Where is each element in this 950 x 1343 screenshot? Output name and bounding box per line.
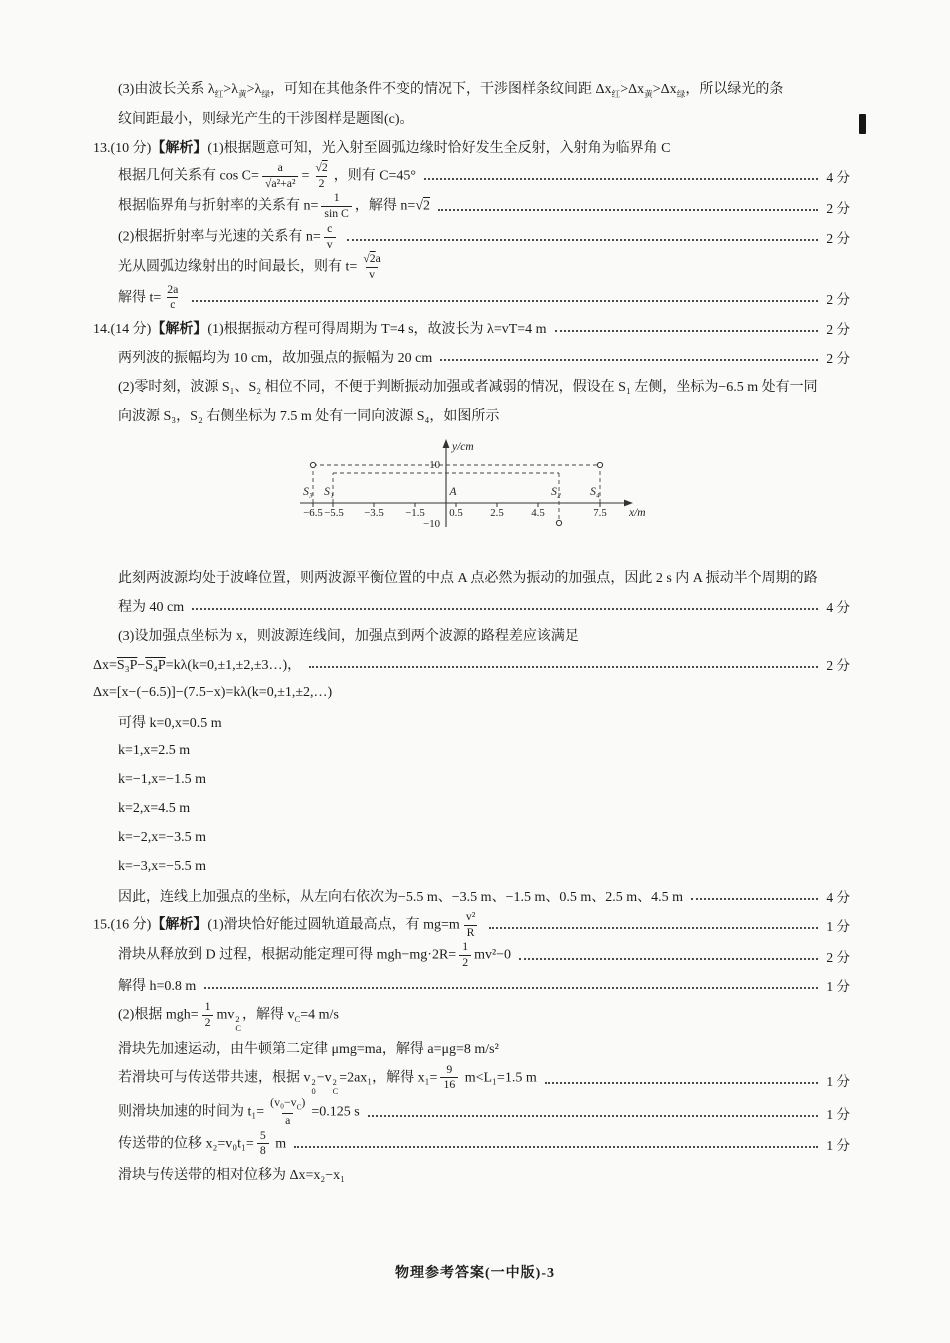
text: =0.125 s [311, 1104, 360, 1120]
dotted-leader [519, 958, 818, 960]
fraction: $\frac{1}{2}$ [202, 1000, 214, 1030]
score-label: 2 分 [826, 231, 850, 247]
sup-sub-stack: 2 C [332, 1077, 339, 1096]
text: ，解得 v [241, 1007, 295, 1023]
score-label: 2 分 [826, 200, 850, 216]
source-marker-bottom [556, 520, 561, 525]
fraction: $\frac{1}{\text{sin C}}$ [321, 191, 352, 221]
text: (1)根据题意可知，光入射至圆弧边缘时恰好发生全反射，入射角为临界角 C [207, 140, 671, 156]
dotted-leader [309, 666, 818, 668]
text: (2)根据折射率与光速的关系有 n= [118, 229, 321, 245]
text: ，所以绿光的条 [685, 81, 784, 97]
line-content [118, 772, 206, 788]
answer-line [93, 74, 850, 103]
text: k=2,x=4.5 m [118, 800, 191, 816]
bold-text: 【解析】 [151, 917, 208, 933]
fraction: $\frac{9}{16}$ [440, 1063, 458, 1093]
text: k=1,x=2.5 m [118, 742, 191, 758]
point-label-s2: S₂ [551, 486, 561, 499]
text: m [271, 1136, 287, 1152]
text: − [137, 657, 146, 673]
line-content [93, 318, 547, 338]
line-content [93, 654, 301, 674]
answer-line [93, 678, 850, 707]
subscript: C [294, 1014, 301, 1025]
answer-line [93, 971, 850, 1000]
answer-line [93, 1159, 850, 1188]
source-marker-left [310, 462, 315, 467]
fraction: $\frac{5}{8}$ [257, 1129, 269, 1159]
fraction: $\frac{(v_0-v_C)}{a}$ [270, 1096, 306, 1127]
line-content [118, 78, 783, 100]
answer-line [93, 371, 850, 400]
line-content [118, 712, 222, 732]
answer-line [93, 765, 850, 794]
answer-line [93, 794, 850, 823]
line-content [118, 405, 499, 425]
answers-content [93, 74, 850, 1188]
sqrt: √2 [315, 161, 328, 174]
line-content [118, 161, 416, 191]
line-content [118, 376, 818, 396]
answer-line [93, 400, 850, 429]
dotted-leader [347, 239, 819, 241]
answer-line [93, 342, 850, 371]
answer-line [93, 852, 850, 881]
answer-line [93, 103, 850, 132]
score-label: 2 分 [826, 350, 850, 366]
text: k=−2,x=−3.5 m [118, 829, 206, 845]
text: 则滑块加速的时间为 t₁= [118, 1104, 265, 1120]
text: Δx= [93, 657, 117, 673]
answer-line [93, 1129, 850, 1159]
fraction: $\frac{a}{\text{√a²+a²}}$ [262, 161, 299, 191]
x-axis-label: x/m [629, 507, 646, 520]
line-content [118, 830, 206, 846]
x-tick-label: 0.5 [449, 507, 463, 520]
text: ，则有 C=45° [333, 168, 417, 184]
answer-line [93, 191, 850, 221]
text: k=−1,x=−1.5 m [118, 771, 206, 787]
answers-section-bottom [93, 562, 850, 1188]
text: 传送带的位移 x₂=v₀t₁= [118, 1136, 254, 1152]
fraction: $\frac{√2}{2}$ [315, 161, 328, 190]
point-label-s4: S₄ [590, 486, 600, 499]
figure-wave-sources [288, 437, 850, 554]
text: 程为 40 cm [118, 599, 185, 615]
point-label-a: A [449, 486, 457, 499]
text: mv²−0 [474, 947, 512, 963]
text: 解得 t= [118, 290, 162, 306]
answer-line [93, 1034, 850, 1063]
dotted-leader [424, 178, 818, 180]
line-content [93, 685, 332, 701]
fraction: $\frac{√2a}{v}$ [363, 252, 381, 281]
x-tick-label: 2.5 [490, 507, 504, 520]
answer-line [93, 313, 850, 342]
score-label: 1 分 [826, 979, 850, 995]
dotted-leader [555, 330, 819, 332]
dotted-leader [489, 927, 818, 929]
score-label: 2 分 [826, 321, 850, 337]
line-content [118, 347, 432, 367]
answer-line [93, 562, 850, 591]
text: Δx=[x−(−6.5)]−(7.5−x)=kλ(k=0,±1,±2,…) [93, 684, 333, 700]
text: ，可知在其他条件不变的情况下，干涉图样条纹间距 Δx [270, 81, 612, 97]
line-content [118, 191, 430, 221]
answer-line [93, 252, 850, 282]
answer-line [93, 283, 850, 313]
answer-line [93, 1096, 850, 1128]
text: ，解得 n=√2 [354, 198, 430, 214]
score-label: 2 分 [826, 657, 850, 673]
text: (3)由波长关系 λ [118, 81, 215, 97]
text: mv [216, 1007, 235, 1023]
subscript: 绿 [261, 88, 271, 99]
answer-line [93, 823, 850, 852]
text: (1)根据振动方程可得周期为 T=4 s，故波长为 λ=vT=4 m [207, 321, 547, 337]
dotted-leader [192, 300, 818, 302]
score-label: 1 分 [826, 1106, 850, 1122]
dotted-leader [438, 209, 818, 211]
text: >λ [223, 81, 238, 97]
answer-line [93, 707, 850, 736]
text: 滑块先加速运动，由牛顿第二定律 μmg=ma，解得 a=μg=8 m/s² [118, 1042, 499, 1058]
answer-line [93, 1063, 850, 1097]
y-tick-label-neg10: −10 [423, 518, 440, 531]
score-label: 1 分 [826, 919, 850, 935]
text: 解得 h=0.8 m [118, 979, 197, 995]
subscript: 红 [611, 88, 621, 99]
text: (2)零时刻，波源 S₁、S₂ 相位不同，不便于判断振动加强或者减弱的情况，假设在 S₁ 左侧，坐标为−6.5 m 处有一同 [118, 379, 818, 395]
fraction: $\frac{c}{v}$ [324, 222, 336, 252]
x-tick-label: 4.5 [531, 507, 545, 520]
subscript: 黄 [644, 88, 653, 99]
text: −v [316, 1070, 332, 1086]
subscript: C [296, 1103, 302, 1112]
text: k=−3,x=−5.5 m [118, 858, 206, 874]
subscript: 绿 [676, 88, 686, 99]
text: 因此，连线上加强点的坐标，从左向右依次为−5.5 m、−3.5 m、−1.5 m、0.5 m、2.5 m、4.5 m [118, 889, 684, 905]
answer-line [93, 591, 850, 620]
overline-text: S₄P [145, 657, 166, 673]
line-content [118, 1038, 499, 1058]
line-content [118, 1164, 345, 1184]
line-content [118, 252, 387, 282]
line-content [118, 1063, 537, 1097]
subscript: 黄 [237, 88, 247, 99]
line-content [118, 859, 206, 875]
source-marker-right [597, 462, 602, 467]
score-label: 2 分 [826, 949, 850, 965]
answer-line [93, 132, 850, 161]
score-label: 2 分 [826, 291, 850, 307]
line-content [118, 283, 184, 313]
score-label: 4 分 [826, 599, 850, 615]
text: 14.(14 分) [93, 321, 152, 337]
answer-line [93, 649, 850, 678]
dotted-leader [192, 608, 818, 610]
text: m<L₁=1.5 m [461, 1070, 537, 1086]
scan-artifact [859, 114, 866, 134]
dotted-leader [691, 898, 818, 900]
x-tick-label: −1.5 [405, 507, 425, 520]
dotted-leader [294, 1146, 818, 1148]
text: 滑块从释放到 D 过程，根据动能定理可得 mgh−mg·2R= [118, 947, 457, 963]
text: 光从圆弧边缘射出的时间最长，则有 t= [118, 259, 358, 275]
x-tick-label: 7.5 [593, 507, 607, 520]
text: 滑块与传送带的相对位移为 Δx=x₂−x₁ [118, 1167, 346, 1183]
text: 若滑块可与传送带共速，根据 v [118, 1070, 311, 1086]
sqrt: √2 [363, 252, 376, 266]
text: =2ax₁，解得 x₁= [339, 1070, 438, 1086]
text: 可得 k=0,x=0.5 m [118, 715, 222, 731]
line-content [93, 910, 481, 940]
line-content [118, 1129, 286, 1159]
y-axis-arrow-icon [443, 439, 450, 448]
line-content [118, 975, 196, 995]
line-content [118, 743, 190, 759]
score-label: 1 分 [826, 1137, 850, 1153]
line-content [118, 886, 683, 906]
sqrt: √2 [415, 198, 430, 214]
dotted-leader [440, 359, 818, 361]
fraction: $\frac{1}{2}$ [459, 940, 471, 970]
text: >Δx [652, 81, 677, 97]
line-content [118, 940, 511, 970]
line-content [118, 1000, 339, 1034]
line-content [93, 137, 671, 157]
y-tick-label-10: 10 [429, 459, 440, 472]
dotted-leader [545, 1082, 819, 1084]
subscript: 红 [214, 88, 224, 99]
text: 15.(16 分) [93, 917, 152, 933]
answer-line [93, 161, 850, 191]
answers-section-top [93, 74, 850, 429]
answer-line [93, 620, 850, 649]
text: 根据临界角与折射率的关系有 n= [118, 198, 319, 214]
line-content [118, 567, 818, 587]
x-tick-label: −3.5 [364, 507, 384, 520]
x-tick-label: −5.5 [324, 507, 344, 520]
answer-line [93, 222, 850, 252]
fraction: $\frac{2a}{c}$ [167, 282, 179, 312]
answer-line [93, 940, 850, 970]
text: = [301, 168, 310, 184]
page-footer: 物理参考答案(一中版)-3 [395, 1266, 555, 1281]
wave-sources-diagram-svg [288, 437, 658, 549]
point-label-s3: S₃ [303, 486, 313, 499]
score-label: 1 分 [826, 1073, 850, 1089]
fraction: $\frac{\text{v²}}{R}$ [463, 910, 478, 940]
dotted-leader [368, 1115, 819, 1117]
text: 向波源 S₃，S₂ 右侧坐标为 7.5 m 处有一同向波源 S₄，如图所示 [118, 408, 500, 424]
text: ) [301, 1096, 306, 1110]
line-content [118, 596, 184, 616]
text: (3)设加强点坐标为 x，则波源连线间，加强点到两个波源的路程差应该满足 [118, 628, 579, 644]
score-label: 4 分 [826, 170, 850, 186]
answer-line [93, 910, 850, 940]
sup-sub-stack: 2 C [235, 1015, 241, 1033]
x-tick-label: −6.5 [303, 507, 323, 520]
text: 两列波的振幅均为 10 cm，故加强点的振幅为 20 cm [118, 350, 433, 366]
text: 纹间距最小，则绿光产生的干涉图样是题图(c)。 [118, 111, 414, 127]
score-label: 4 分 [826, 889, 850, 905]
text: =kλ(k=0,±1,±2,±3…)， [165, 657, 302, 673]
answer-line [93, 881, 850, 910]
line-content [118, 222, 339, 252]
text: >λ [246, 81, 262, 97]
sqrt: √a²+a² [264, 176, 296, 190]
line-content [118, 1096, 360, 1128]
text: 根据几何关系有 cos C= [118, 168, 259, 184]
overline-text: S₃P [116, 657, 138, 673]
bold-text: 【解析】 [151, 321, 208, 337]
text: (1)滑块恰好能过圆轨道最高点，有 mg=m [207, 917, 460, 933]
text: 13.(10 分) [93, 140, 152, 156]
answer-line [93, 1000, 850, 1034]
dotted-leader [204, 987, 818, 989]
answer-line [93, 736, 850, 765]
point-label-s1: S₁ [324, 486, 334, 499]
text: =4 m/s [300, 1007, 339, 1023]
text: >Δx [620, 81, 645, 97]
line-content [118, 108, 414, 128]
text: (2)根据 mgh= [118, 1007, 199, 1023]
line-content [118, 625, 579, 645]
x-axis-arrow-icon [624, 500, 633, 507]
text: (v₀−v [270, 1096, 297, 1110]
y-axis-label: y/cm [452, 441, 474, 454]
text: 此刻两波源均处于波峰位置，则两波源平衡位置的中点 A 点必然为振动的加强点，因此 2 s 内 A 振动半个周期的路 [118, 570, 818, 586]
bold-text: 【解析】 [151, 140, 208, 156]
line-content [118, 801, 190, 817]
sup-sub-stack: 2 0 [311, 1077, 316, 1096]
